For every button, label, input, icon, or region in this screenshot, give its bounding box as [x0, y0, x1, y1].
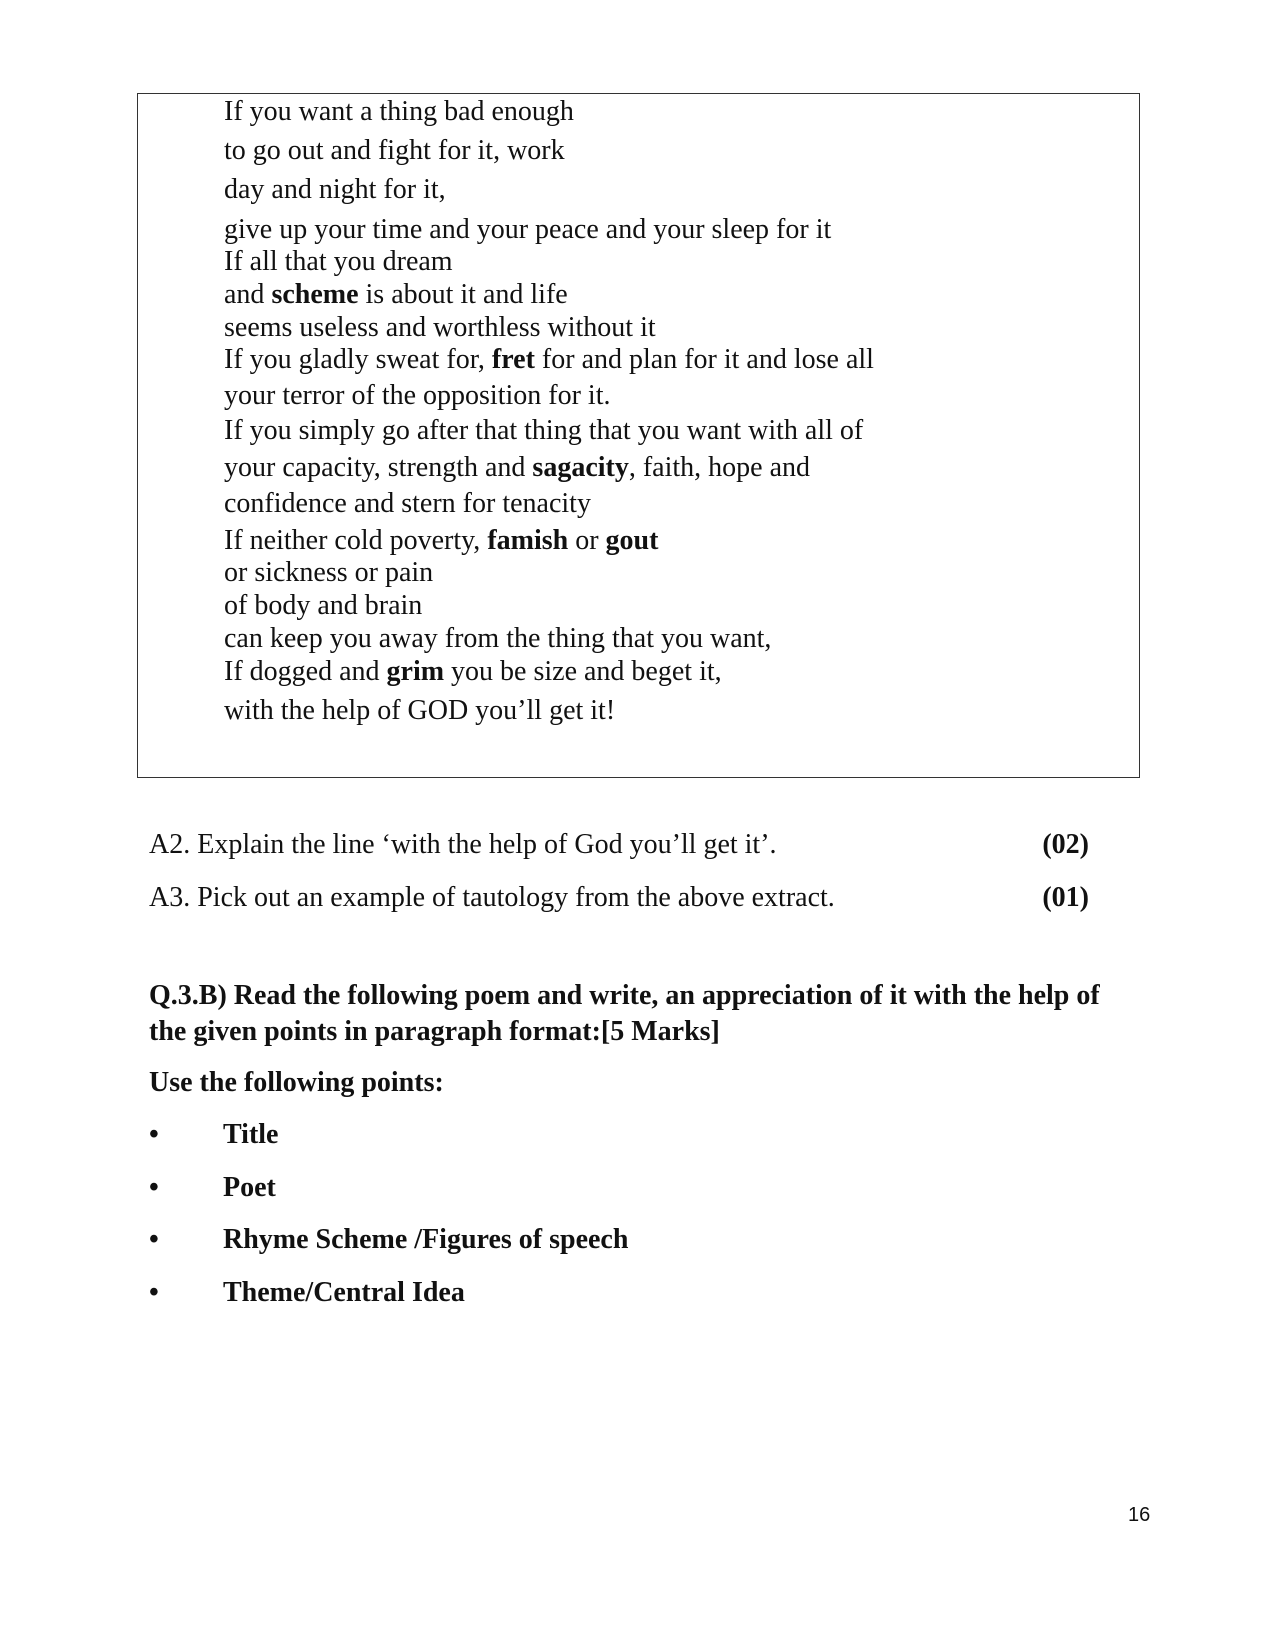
poem-line: give up your time and your peace and your sleep for it	[224, 214, 832, 245]
bold-word: fret	[491, 344, 535, 375]
question-a3: A3. Pick out an example of tautology from the above extract.	[149, 882, 835, 913]
poem-line: or sickness or pain	[224, 557, 434, 588]
poem-line: to go out and fight for it, work	[224, 135, 565, 166]
poem-line: If dogged and grim you be size and beget it,	[224, 656, 722, 687]
bullet-icon: •	[149, 1172, 159, 1203]
bullet-icon: •	[149, 1119, 159, 1150]
marks-a2: (02)	[1042, 829, 1089, 860]
marks-a3: (01)	[1042, 882, 1089, 913]
poem-line: If you gladly sweat for, fret for and plan for it and lose all	[224, 344, 874, 375]
question-a2: A2. Explain the line ‘with the help of God you’ll get it’.	[149, 829, 777, 860]
page-number: 16	[1128, 1504, 1151, 1526]
bold-word: gout	[605, 525, 659, 556]
bold-word: sagacity	[532, 452, 629, 483]
poem-line: confidence and stern for tenacity	[224, 488, 591, 519]
poem-line: If you simply go after that thing that you want with all of	[224, 415, 864, 446]
poem-line: of body and brain	[224, 590, 423, 621]
bullet-label: Theme/Central Idea	[223, 1277, 465, 1308]
poem-line: seems useless and worthless without it	[224, 312, 656, 343]
poem-line: with the help of GOD you’ll get it!	[224, 695, 616, 726]
bullet-label: Poet	[223, 1172, 276, 1203]
poem-extract-box	[137, 93, 1140, 778]
bullet-icon: •	[149, 1224, 159, 1255]
poem-line: can keep you away from the thing that you want,	[224, 623, 772, 654]
poem-line: If neither cold poverty, famish or gout	[224, 525, 659, 556]
bullet-label: Title	[223, 1119, 279, 1150]
bold-word: famish	[487, 525, 569, 556]
poem-line: If all that you dream	[224, 246, 453, 277]
bold-word: grim	[386, 656, 445, 687]
poem-line: If you want a thing bad enough	[224, 96, 574, 127]
bullet-label: Rhyme Scheme /Figures of speech	[223, 1224, 629, 1255]
poem-line: and scheme is about it and life	[224, 279, 568, 310]
poem-line: day and night for it,	[224, 174, 446, 205]
section-b-heading: Q.3.B) Read the following poem and write, an appreciation of it with the help of the given points in paragraph format:[5 Marks]	[149, 980, 1100, 1047]
poem-line: your capacity, strength and sagacity, faith, hope and	[224, 452, 811, 483]
bullet-icon: •	[149, 1277, 159, 1308]
poem-line: your terror of the opposition for it.	[224, 380, 611, 411]
bold-word: scheme	[271, 279, 359, 310]
points-intro: Use the following points:	[149, 1067, 444, 1098]
